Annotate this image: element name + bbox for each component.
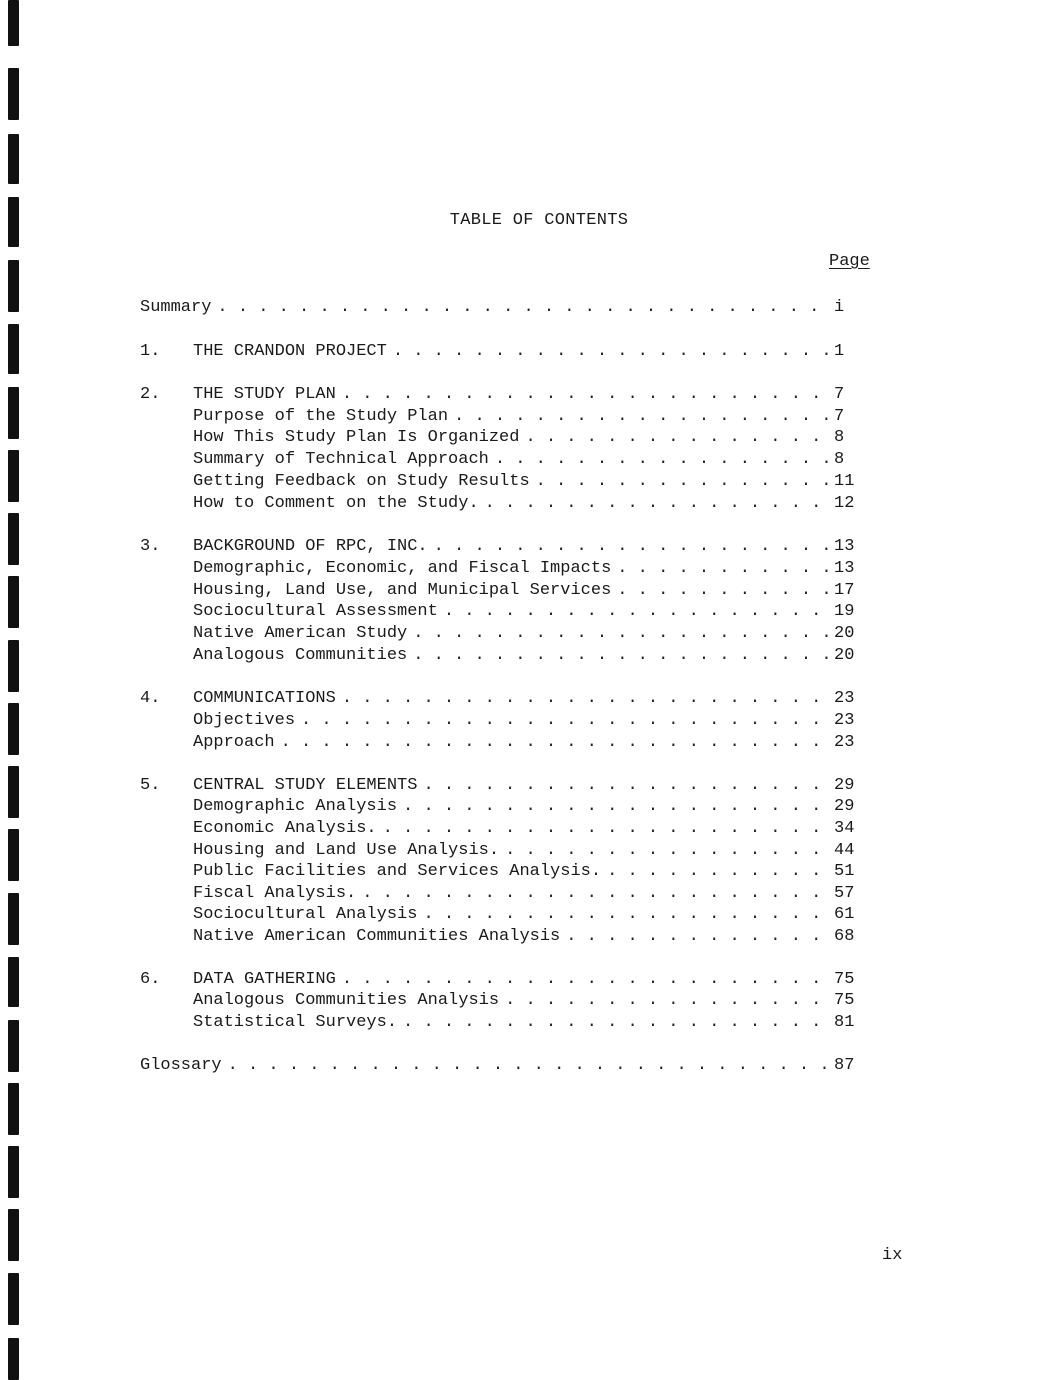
dot-leader — [281, 733, 832, 752]
dot-leader — [383, 819, 832, 838]
dot-leader — [505, 841, 832, 860]
toc-entry-number: 1. — [140, 342, 161, 361]
dot-leader — [485, 494, 832, 513]
toc-entry-text: Fiscal Analysis. — [193, 884, 357, 903]
dot-leader — [444, 602, 832, 621]
dot-leader — [301, 711, 832, 730]
dot-leader — [362, 884, 832, 903]
toc-entry-glossary — [140, 1056, 855, 1078]
dot-leader — [454, 407, 832, 426]
toc-entry-page: 51 — [834, 862, 855, 881]
toc-subentry — [193, 646, 855, 668]
toc-entry-text: Objectives — [193, 711, 296, 730]
dot-leader — [413, 624, 832, 643]
toc-entry-number: 2. — [140, 385, 161, 404]
toc-entry-number: 3. — [140, 537, 161, 556]
toc-entry-text: Public Facilities and Services Analysis. — [193, 862, 602, 881]
dot-leader — [413, 646, 832, 665]
toc-entry-page: 23 — [834, 711, 855, 730]
toc-subentry — [193, 862, 855, 884]
toc-entry-page: 1 — [834, 342, 845, 361]
toc-entry-text: Analogous Communities — [193, 646, 408, 665]
toc-subentry — [193, 819, 855, 841]
toc-entry-summary — [140, 298, 845, 320]
toc-entry-text: Summary — [140, 298, 212, 317]
dot-leader — [342, 385, 832, 404]
toc-subentry — [193, 841, 855, 863]
toc-subentry — [193, 991, 855, 1013]
toc-subentry — [193, 494, 855, 516]
toc-entry-text: CENTRAL STUDY ELEMENTS — [193, 776, 418, 795]
toc-subentry — [193, 428, 845, 450]
toc-entry-page: 7 — [834, 407, 845, 426]
toc-entry-page: 11 — [834, 472, 855, 491]
toc-entry-text: How This Study Plan Is Organized — [193, 428, 520, 447]
dot-leader — [566, 927, 832, 946]
toc-entry-page: 61 — [834, 905, 855, 924]
toc-entry-page: 68 — [834, 927, 855, 946]
dot-leader — [403, 797, 832, 816]
toc-entry-text: Economic Analysis. — [193, 819, 377, 838]
toc-entry-page: 19 — [834, 602, 855, 621]
toc-entry-number: 4. — [140, 689, 161, 708]
toc-entry-page: 7 — [834, 385, 845, 404]
toc-entry-text: Housing and Land Use Analysis. — [193, 841, 500, 860]
toc-entry-page: 75 — [834, 970, 855, 989]
dot-leader — [505, 991, 832, 1010]
toc-entry-page: 87 — [834, 1056, 855, 1075]
toc-subentry — [193, 602, 855, 624]
toc-entry-page: 57 — [834, 884, 855, 903]
toc-subentry — [193, 472, 855, 494]
toc-entry-page: 29 — [834, 797, 855, 816]
toc-entry-text: Statistical Surveys. — [193, 1013, 398, 1032]
toc-entry-text: BACKGROUND OF RPC, INC. — [193, 537, 428, 556]
dot-leader — [342, 689, 832, 708]
toc-entry-text: Demographic, Economic, and Fiscal Impacts — [193, 559, 612, 578]
toc-entry-page: 81 — [834, 1013, 855, 1032]
toc-subentry — [193, 797, 855, 819]
dot-leader — [536, 472, 832, 491]
toc-entry-text: Purpose of the Study Plan — [193, 407, 449, 426]
toc-entry-text: Approach — [193, 733, 275, 752]
toc-entry-chapter-1 — [140, 342, 845, 364]
toc-entry-page: 34 — [834, 819, 855, 838]
toc-entry-text: Sociocultural Analysis — [193, 905, 418, 924]
toc-entry-text: Analogous Communities Analysis — [193, 991, 500, 1010]
toc-entry-text: Getting Feedback on Study Results — [193, 472, 530, 491]
toc-subentry — [193, 450, 845, 472]
toc-entry-page: 8 — [834, 428, 845, 447]
toc-entry-text: Housing, Land Use, and Municipal Services — [193, 581, 612, 600]
toc-subentry — [193, 624, 855, 646]
toc-entry-page: 20 — [834, 646, 855, 665]
toc-entry-text: Native American Study — [193, 624, 408, 643]
toc-entry-page: 17 — [834, 581, 855, 600]
toc-entry-text: DATA GATHERING — [193, 970, 336, 989]
dot-leader — [342, 970, 832, 989]
toc-entry-text: THE CRANDON PROJECT — [193, 342, 387, 361]
toc-subentry — [193, 581, 855, 603]
toc-entry-text: Demographic Analysis — [193, 797, 398, 816]
dot-leader — [617, 559, 832, 578]
toc-entry-page: 23 — [834, 733, 855, 752]
toc-subentry — [193, 733, 855, 755]
toc-entry-number: 5. — [140, 776, 161, 795]
page-column-label: Page — [829, 252, 870, 271]
toc-entry-chapter-3 — [140, 537, 855, 559]
toc-entry-text: Native American Communities Analysis — [193, 927, 561, 946]
dot-leader — [217, 298, 832, 317]
toc-entry-text: COMMUNICATIONS — [193, 689, 336, 708]
dot-leader — [423, 776, 832, 795]
toc-entry-chapter-6 — [140, 970, 855, 992]
toc-entry-chapter-5 — [140, 776, 855, 798]
toc-entry-chapter-4 — [140, 689, 855, 711]
dot-leader — [617, 581, 832, 600]
toc-entry-page: 44 — [834, 841, 855, 860]
dot-leader — [495, 450, 832, 469]
toc-entry-text: Glossary — [140, 1056, 222, 1075]
toc-entry-page: 20 — [834, 624, 855, 643]
toc-entry-chapter-2 — [140, 385, 845, 407]
toc-entry-page: 13 — [834, 559, 855, 578]
toc-entry-page: 23 — [834, 689, 855, 708]
toc-entry-page: i — [834, 298, 845, 317]
toc-subentry — [193, 711, 855, 733]
toc-entry-text: Summary of Technical Approach — [193, 450, 489, 469]
toc-entry-text: Sociocultural Assessment — [193, 602, 438, 621]
toc-entry-page: 29 — [834, 776, 855, 795]
toc-entry-page: 75 — [834, 991, 855, 1010]
page-number: ix — [882, 1246, 903, 1265]
dot-leader — [607, 862, 832, 881]
toc-entry-text: THE STUDY PLAN — [193, 385, 336, 404]
dot-leader — [393, 342, 832, 361]
dot-leader — [434, 537, 832, 556]
toc-entry-page: 8 — [834, 450, 845, 469]
toc-subentry — [193, 905, 855, 927]
toc-entry-page: 13 — [834, 537, 855, 556]
dot-leader — [403, 1013, 832, 1032]
dot-leader — [228, 1056, 832, 1075]
toc-subentry — [193, 407, 845, 429]
toc-subentry — [193, 559, 855, 581]
toc-entry-number: 6. — [140, 970, 161, 989]
toc-subentry — [193, 884, 855, 906]
toc-entry-page: 12 — [834, 494, 855, 513]
toc-entry-text: How to Comment on the Study. — [193, 494, 479, 513]
dot-leader — [423, 905, 832, 924]
dot-leader — [525, 428, 832, 447]
page-title: TABLE OF CONTENTS — [449, 211, 629, 230]
toc-subentry — [193, 1013, 855, 1035]
toc-subentry — [193, 927, 855, 949]
